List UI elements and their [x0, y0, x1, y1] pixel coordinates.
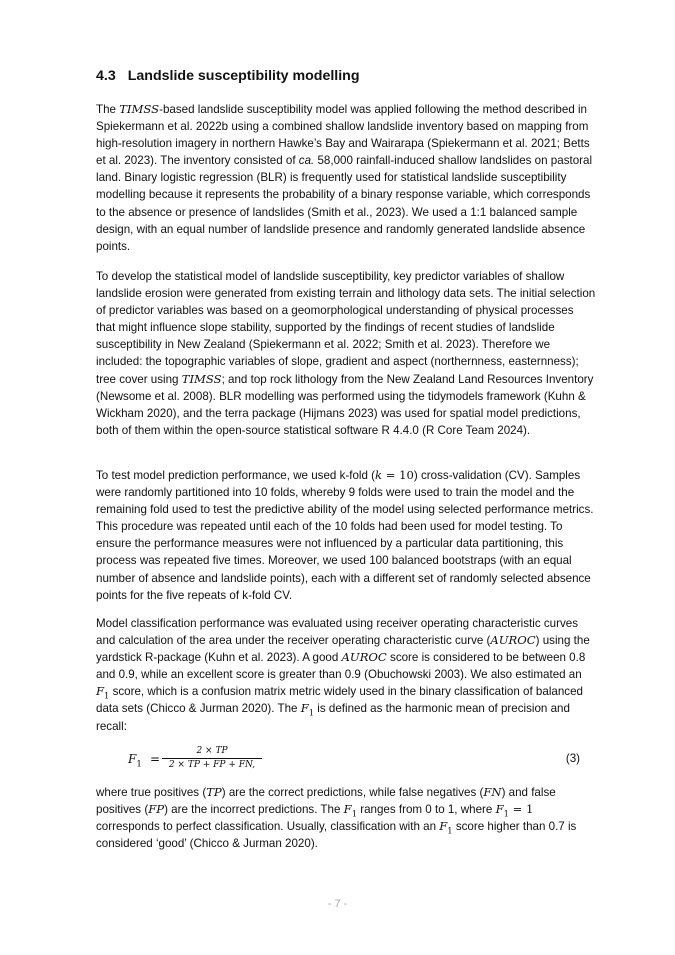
page-number: - 7 - [327, 898, 348, 910]
paragraph-text-segment: TIMSS [119, 102, 160, 116]
paragraph-4 [96, 615, 596, 735]
paragraph-text-segment: The [96, 103, 120, 116]
paragraph-text-segment: ca. [298, 154, 315, 168]
paragraph-text-segment: F [300, 701, 309, 716]
equation-denominator: 2 × TP + FP + FN, [168, 760, 256, 770]
paragraph-text-segment: ) are the correct predictions, while false negatives ( [221, 786, 484, 799]
paragraph-text-segment: ranges from 0 to 1, where [357, 803, 496, 817]
paragraph-text-segment: 1 [308, 707, 315, 718]
equation-equals: = [150, 752, 161, 766]
paragraph-text-segment: ) are the incorrect predictions. The [164, 803, 344, 817]
paragraph-text-segment: Model classification performance was evaluated using receiver operating characteristic curves and calculation of the area under the receiver operating characteristic curve ( [96, 617, 579, 648]
section-number: 4.3 [96, 68, 116, 84]
paragraph-3 [96, 467, 596, 604]
paragraph-text-segment: To develop the statistical model of landslide susceptibility, key predictor variables of shallow landslide erosion were generated from existing terrain and lithology data sets. The initial selection of predictor variables was based on a geomorphological understanding of physical processes that might influence slope stability, supported by the findings of recent studies of landslide susceptibility in New Zealand (Spiekermann et al. 2022; Smith et al. 2023). Therefore we included: the topographic variables of slope, gradient and aspect (northernness, easternness); tree cover using [96, 270, 596, 386]
section-heading [96, 68, 360, 84]
paragraph-text-segment: corresponds to perfect classification. Usually, classification with an [96, 820, 440, 834]
paragraph-text-segment: F [439, 819, 448, 834]
paragraph-2 [96, 268, 596, 439]
paragraph-text-segment: score, which is a confusion matrix metric widely used in the binary classification of balanced data sets (Chicco & Jurman 2020). The [96, 685, 583, 716]
paragraph-text-segment: ) and false positives ( [96, 786, 556, 817]
paragraph-text-segment: AUROC [341, 650, 387, 665]
paragraph-text-segment: k [375, 468, 383, 482]
paragraph-text-segment: -based landslide susceptibility model was applied following the method described in Spiekermann et al. 2022b using a combined shallow landslide inventory based on mapping from high-resolution imagery in northern Hawke’s Bay and Wairarapa (Spiekermann et al. 2021; Betts et al. 2023). The inventory consisted of [96, 103, 590, 168]
paragraph-text-segment: FN [483, 785, 502, 799]
paragraph-text-segment: ) cross-validation (CV). Samples were randomly partitioned into 10 folds, whereby 9 folds were used to train the model and the remaining fold used to test the predictive ability of the model using selected performance metrics. This procedure was repeated until each of the 10 folds had been used for model testing. To ensure the performance measures were not influenced by a particular data partitioning, this process was repeated five times. Moreover, we used 100 balanced bootstraps (with an equal number of absence and landslide points), each with a different set of randomly selected absence points for the five repeats of k-fold CV. [96, 469, 594, 602]
paragraph-text-segment: 58,000 rainfall-induced shallow landslides on pastoral land. Binary logistic regression (BLR) is frequently used for statistical landslide susceptibility modelling because it represents the probability of a binary response variable, which corresponds to the absence or presence of landslides (Smith et al., 2023). We used a 1:1 balanced sample design, with an equal number of landslide presence and randomly generated landslide absence points. [96, 154, 593, 253]
paragraph-text-segment: is defined as the harmonic mean of precision and recall: [96, 702, 570, 733]
equation-numerator: 2 × TP [196, 746, 228, 756]
paragraph-text-segment: score higher than 0.7 is considered ‘good’ (Chicco & Jurman 2020). [96, 820, 577, 851]
paragraph-text-segment: AUROC [490, 633, 536, 648]
section-title: Landslide susceptibility modelling [127, 68, 360, 84]
paragraph-text-segment: ; and top rock lithology from the New Zealand Land Resources Inventory (Newsome et al. 2008). BLR modelling was performed using the tidymodels framework (Kuhn & Wickham 2020), and the terra package (Hijmans 2023) was used for spatial model predictions, both of them within the open-source statistical software R 4.4.0 (R Core Team 2024). [96, 372, 594, 437]
paragraph-text-segment: To test model prediction performance, we used k-fold ( [96, 469, 376, 482]
equation-number: (3) [565, 752, 580, 765]
paragraph-text-segment: TIMSS [181, 371, 222, 386]
paragraph-text-segment: 1 [104, 690, 110, 701]
paragraph-text-segment: = 1 [508, 802, 534, 817]
equation-f1 [128, 744, 580, 778]
paragraph-text-segment: = 10 [382, 468, 414, 482]
paragraph-text-segment: 1 [447, 825, 453, 836]
paragraph-text-segment: TP [206, 785, 222, 799]
equation-fraction [162, 746, 262, 771]
paragraph-5 [96, 784, 596, 852]
equation-lhs: $F_1$ [128, 752, 142, 770]
paragraph-text-segment: 1 [351, 808, 357, 819]
paragraph-1 [96, 101, 596, 255]
paragraph-text-segment: score is considered to be between 0.8 and 0.9, while an excellent score is greater than 0.9 (Obuchowski 2003). We also estimated an [96, 651, 586, 682]
paragraph-text-segment: F [343, 802, 352, 817]
fraction-bar [162, 758, 262, 759]
paragraph-text-segment: ) using the yardstick R-package (Kuhn et al. 2023). A good [96, 634, 590, 665]
paragraph-text-segment: 1 [503, 808, 509, 819]
paragraph-text-segment: where true positives ( [96, 786, 207, 799]
paragraph-text-segment: FP [148, 802, 165, 817]
paragraph-text-segment: F [495, 802, 504, 817]
paragraph-text-segment: F [96, 684, 105, 699]
